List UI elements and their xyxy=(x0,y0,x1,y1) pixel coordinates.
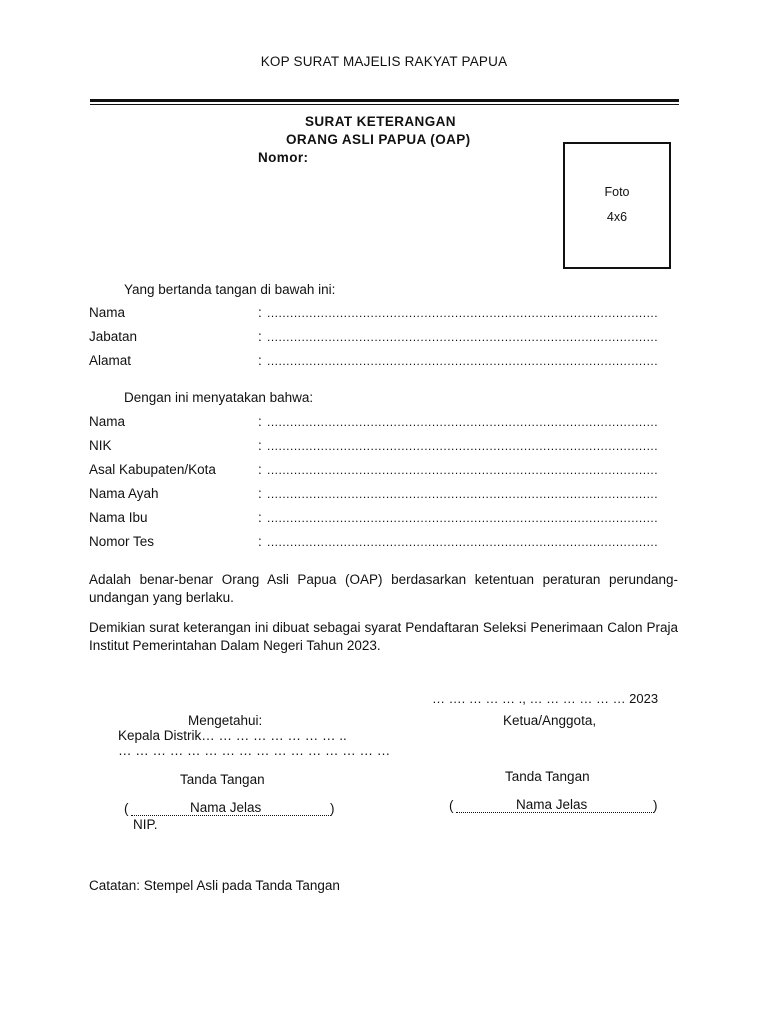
subject-name-label: Nama xyxy=(89,414,126,429)
left-signature-placeholder: Tanda Tangan xyxy=(180,772,265,787)
subject-test-number-label: Nomor Tes xyxy=(89,534,155,549)
signer-name-label: Nama xyxy=(89,305,126,320)
subject-father-label: Nama Ayah xyxy=(89,486,159,501)
photo-size-label: 4x6 xyxy=(606,210,628,224)
signer-position-field[interactable]: ...................................................................................................... xyxy=(267,330,659,344)
section1-intro: Yang bertanda tangan di bawah ini: xyxy=(124,282,336,297)
letterhead: KOP SURAT MAJELIS RAKYAT PAPUA xyxy=(260,54,508,69)
place-date-line: … …. … … … ., … … … … … … 2023 xyxy=(432,691,659,706)
right-open-paren: ( xyxy=(449,798,454,813)
subject-regency-colon: : xyxy=(258,462,262,477)
signer-address-label: Alamat xyxy=(89,353,132,368)
subject-test-number-colon: : xyxy=(258,534,262,549)
signer-name-colon: : xyxy=(258,305,262,320)
left-sign-heading: Mengetahui: xyxy=(188,713,263,728)
left-sign-role: Kepala Distrik… … … … … … … … .. xyxy=(118,728,347,743)
purpose-paragraph: Demikian surat keterangan ini dibuat sebagai syarat Pendaftaran Seleksi Penerimaan Calon Praja Institut Pemerintahan Dalam Negeri Tahun 2023. xyxy=(89,620,678,653)
signer-name-field[interactable]: ...................................................................................................... xyxy=(267,306,659,320)
left-name-underline xyxy=(131,815,331,816)
subject-mother-field[interactable]: ...................................................................................................... xyxy=(267,511,659,525)
left-close-paren: ) xyxy=(330,801,335,816)
left-nip-label: NIP. xyxy=(133,817,158,832)
subject-father-colon: : xyxy=(258,486,262,501)
subject-regency-field[interactable]: ...................................................................................................... xyxy=(267,463,659,477)
signer-address-field[interactable]: ...................................................................................................... xyxy=(267,354,659,368)
subject-mother-label: Nama Ibu xyxy=(89,510,148,525)
photo-label: Foto xyxy=(604,185,630,199)
signer-address-colon: : xyxy=(258,353,262,368)
subject-name-colon: : xyxy=(258,414,262,429)
signer-position-label: Jabatan xyxy=(89,329,138,344)
left-full-name: Nama Jelas xyxy=(190,800,262,815)
letterhead-thin-rule xyxy=(90,104,679,105)
document-number-label: Nomor: xyxy=(258,150,309,165)
photo-placeholder-box xyxy=(563,142,671,269)
subject-regency-label: Asal Kabupaten/Kota xyxy=(89,462,216,477)
subject-test-number-field[interactable]: ...................................................................................................... xyxy=(267,535,659,549)
subject-nik-colon: : xyxy=(258,438,262,453)
subject-father-field[interactable]: ...................................................................................................... xyxy=(267,487,659,501)
section2-intro: Dengan ini menyatakan bahwa: xyxy=(124,390,314,405)
stamp-note: Catatan: Stempel Asli pada Tanda Tangan xyxy=(89,878,340,893)
letterhead-thick-rule xyxy=(90,99,679,102)
right-name-underline xyxy=(456,812,654,813)
right-sign-heading: Ketua/Anggota, xyxy=(503,713,597,728)
right-full-name: Nama Jelas xyxy=(516,797,588,812)
right-close-paren: ) xyxy=(653,798,658,813)
signer-position-colon: : xyxy=(258,329,262,344)
subject-nik-label: NIK xyxy=(89,438,112,453)
document-subtitle: ORANG ASLI PAPUA (OAP) xyxy=(286,132,471,147)
subject-mother-colon: : xyxy=(258,510,262,525)
subject-name-field[interactable]: ...................................................................................................... xyxy=(267,415,659,429)
statement-paragraph: Adalah benar-benar Orang Asli Papua (OAP) berdasarkan ketentuan peraturan perundang-undangan yang berlaku. xyxy=(89,572,678,605)
subject-nik-field[interactable]: ...................................................................................................... xyxy=(267,439,659,453)
document-title: SURAT KETERANGAN xyxy=(305,114,456,129)
left-sign-role-continuation: … … … … … … … … … … … … … … … … xyxy=(118,743,391,758)
right-signature-placeholder: Tanda Tangan xyxy=(505,769,590,784)
left-open-paren: ( xyxy=(124,801,129,816)
